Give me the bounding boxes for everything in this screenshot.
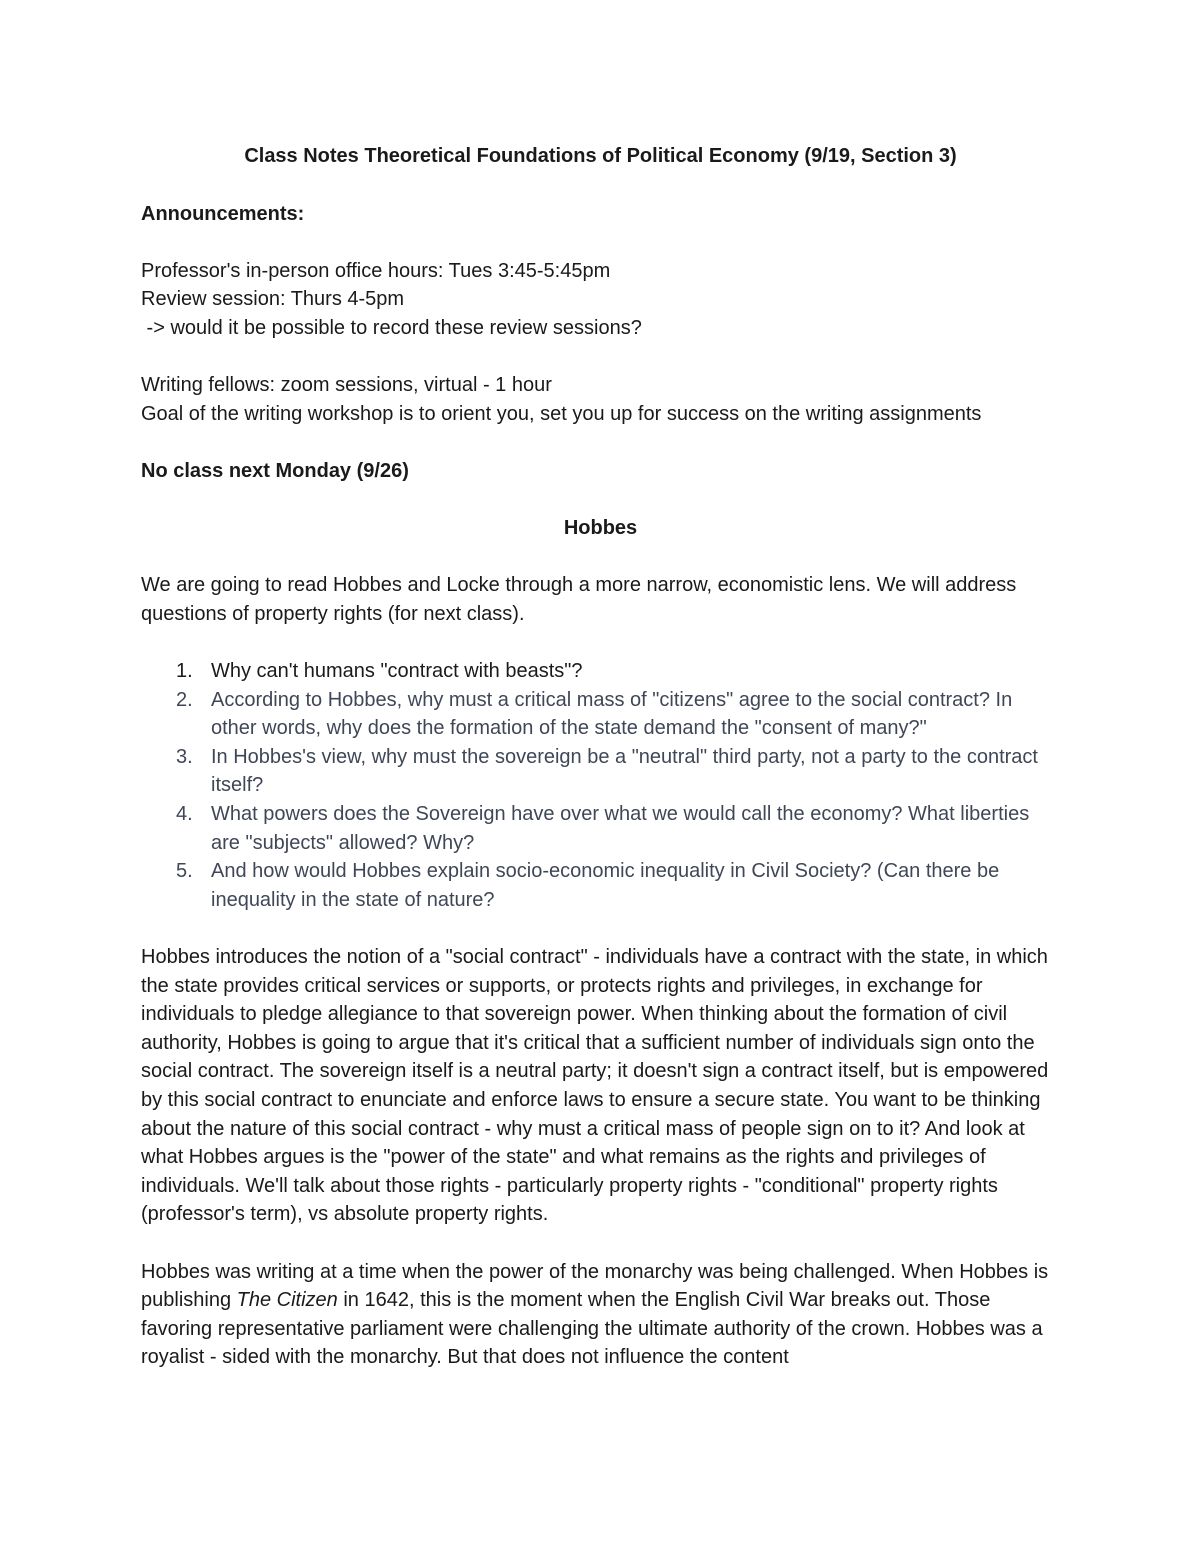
- book-title: The Citizen: [236, 1289, 338, 1312]
- question-text: According to Hobbes, why must a critical mass of "citizens" agree to the social contract? In other words, why does the formation of the state demand the "consent of many?": [211, 688, 1013, 740]
- spacer: [141, 543, 1060, 572]
- question-text: And how would Hobbes explain socio-economic inequality in Civil Society? (Can there be inequality in the state of nature?: [211, 860, 1000, 911]
- review-session-line: Review session: Thurs 4-5pm: [141, 288, 405, 311]
- paragraph-text: in 1642, this is the moment when the English Civil War breaks out. Those favoring representative parliament were challenging the ultimate authority of the crown. Hobbes was a royalist - sided with the monarchy. But that does not influence the content: [141, 1289, 1043, 1369]
- list-item: [176, 743, 1060, 800]
- announcements-heading: Announcements:: [141, 202, 305, 225]
- spacer: [141, 1229, 1060, 1258]
- list-item: [176, 800, 1060, 857]
- historical-context-paragraph: [141, 1258, 1060, 1372]
- document-title: Class Notes Theoretical Foundations of Political Economy (9/19, Section 3): [244, 145, 957, 167]
- office-hours-line: Professor's in-person office hours: Tues 3:45-5:45pm: [141, 259, 611, 282]
- list-item: [176, 657, 1060, 686]
- list-item: [176, 686, 1060, 743]
- list-item: [176, 857, 1060, 914]
- spacer: [141, 228, 1060, 257]
- spacer: [141, 629, 1060, 658]
- question-text: Why can't humans "contract with beasts"?: [211, 660, 583, 683]
- spacer: [141, 428, 1060, 457]
- social-contract-paragraph: Hobbes introduces the notion of a "social contract" - individuals have a contract with the state, in which the state provides critical services or supports, or protects rights and privileges, in exchange for individuals to pledge allegiance to that sovereign power. When thinking about the formation of civil authority, Hobbes is going to argue that it's critical that a sufficient number of individuals sign onto the social contract. The sovereign itself is a neutral party; it doesn't sign a contract itself, but is empowered by this social contract to enunciate and enforce laws to ensure a secure state. You want to be thinking about the nature of this social contract - why must a critical mass of people sign on to it? And look at what Hobbes argues is the "power of the state" and what remains as the rights and privileges of individuals. We'll talk about those rights - particularly property rights - "conditional" property rights (professor's term), vs absolute property rights.: [141, 946, 1049, 1226]
- record-question-line: -> would it be possible to record these review sessions?: [141, 316, 642, 339]
- list-number: 1.: [176, 660, 193, 683]
- paragraph-text: Hobbes was writing at a time when the power of the monarchy was being challenged. When Hobbes is publishing: [141, 1260, 1049, 1312]
- list-number: 3.: [176, 745, 193, 768]
- question-text: What powers does the Sovereign have over what we would call the economy? What liberties are "subjects" allowed? Why?: [211, 803, 1030, 854]
- question-list: [141, 657, 1060, 914]
- spacer: [141, 486, 1060, 515]
- list-number: 4.: [176, 803, 193, 826]
- list-number: 5.: [176, 860, 193, 883]
- writing-fellows-line: Writing fellows: zoom sessions, virtual - 1 hour: [141, 374, 552, 397]
- question-text: In Hobbes's view, why must the sovereign be a "neutral" third party, not a party to the contract itself?: [211, 745, 1038, 797]
- no-class-notice: No class next Monday (9/26): [141, 459, 409, 482]
- spacer: [141, 343, 1060, 372]
- hobbes-heading: Hobbes: [563, 517, 638, 540]
- writing-goal-line: Goal of the writing workshop is to orient you, set you up for success on the writing assignments: [141, 402, 982, 425]
- spacer: [141, 914, 1060, 943]
- list-number: 2.: [176, 688, 193, 711]
- hobbes-intro: We are going to read Hobbes and Locke through a more narrow, economistic lens. We will address questions of property rights (for next class).: [141, 574, 1017, 625]
